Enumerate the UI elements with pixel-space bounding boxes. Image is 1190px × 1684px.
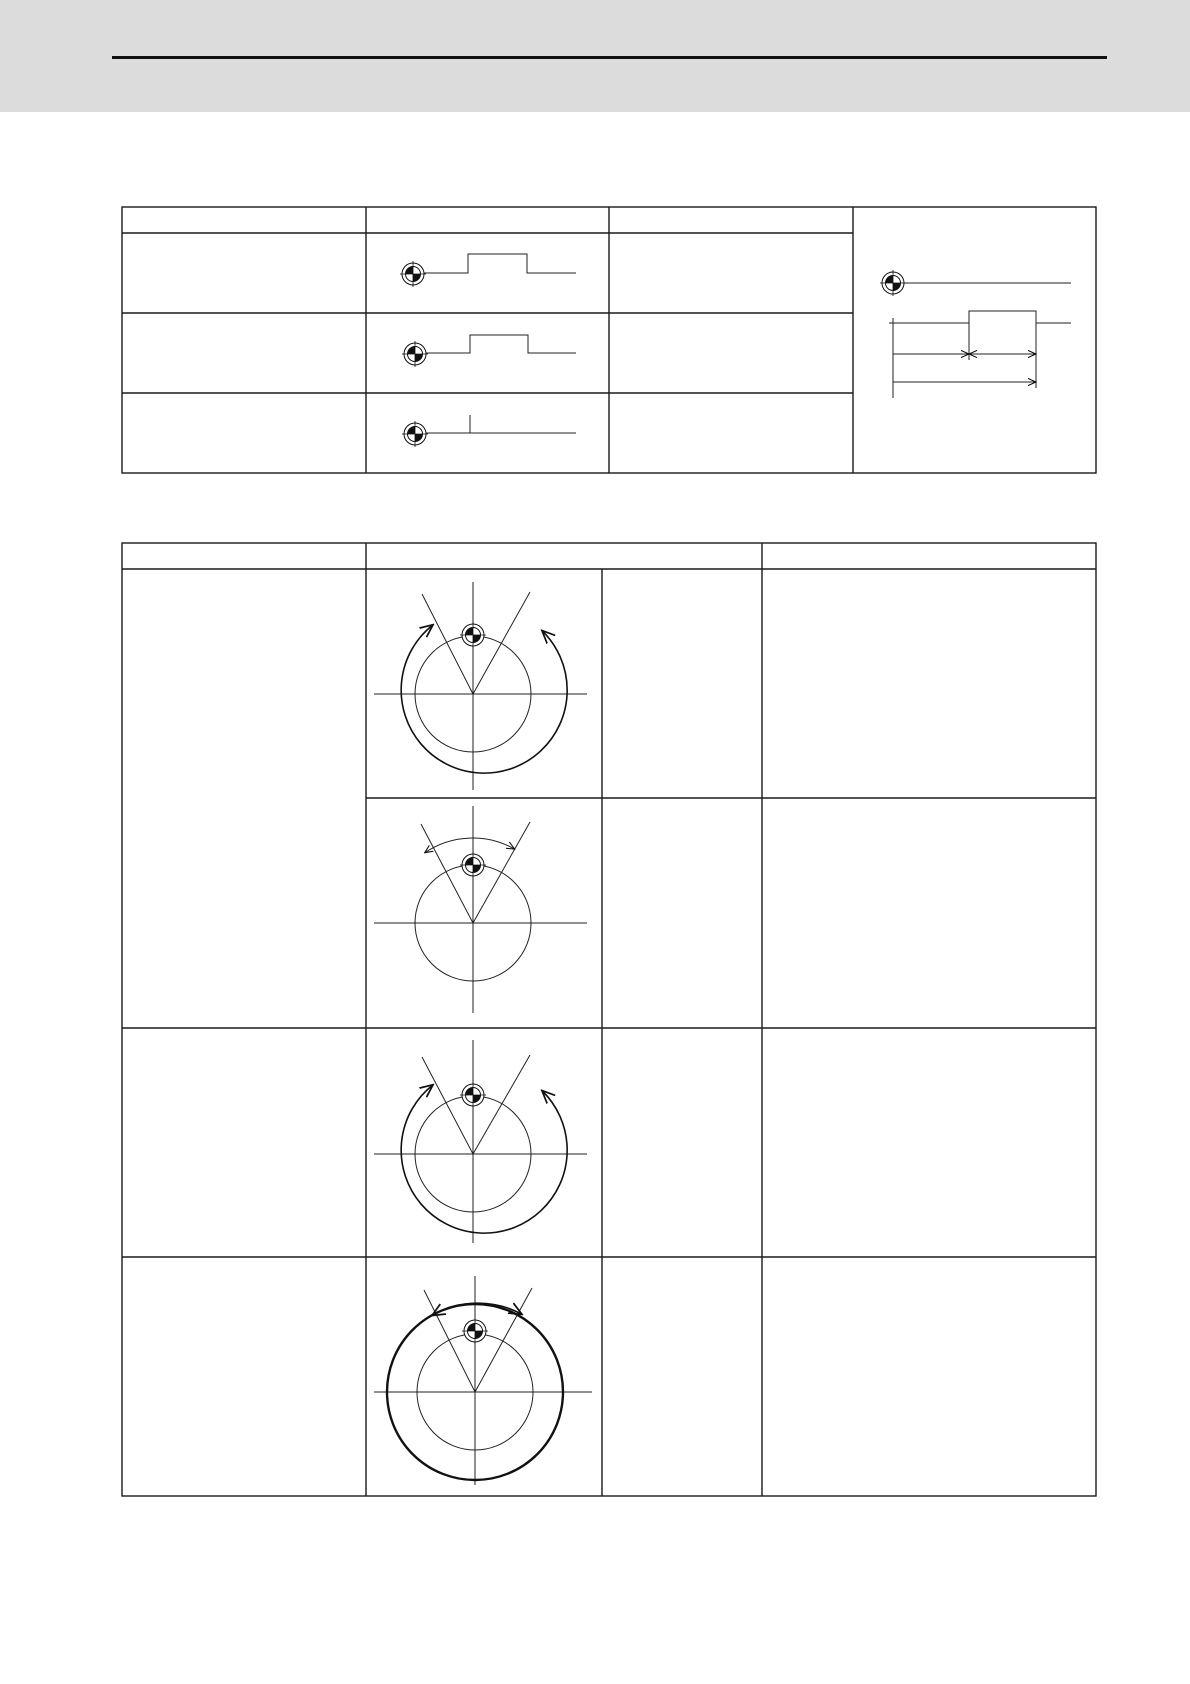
spike-signal-diagram (402, 415, 576, 447)
origin-marker-icon (402, 421, 428, 447)
origin-marker-icon (462, 1318, 488, 1344)
rotation-diagram-2 (374, 806, 587, 1013)
table-top (122, 207, 1096, 473)
origin-marker-icon (460, 622, 486, 648)
rotation-diagram-4 (374, 1276, 592, 1485)
origin-marker-icon (400, 261, 426, 287)
pulse-signal-diagram-2 (402, 335, 576, 367)
origin-marker-icon (880, 270, 906, 296)
timing-diagram (880, 270, 1071, 398)
origin-marker-icon (460, 1082, 486, 1108)
rotation-diagram-3 (374, 1040, 587, 1243)
origin-marker-icon (402, 341, 428, 367)
origin-marker-icon (460, 852, 486, 878)
pulse-signal-diagram-1 (400, 254, 576, 287)
table-bottom (122, 543, 1096, 1496)
rotation-diagram-1 (374, 582, 587, 790)
